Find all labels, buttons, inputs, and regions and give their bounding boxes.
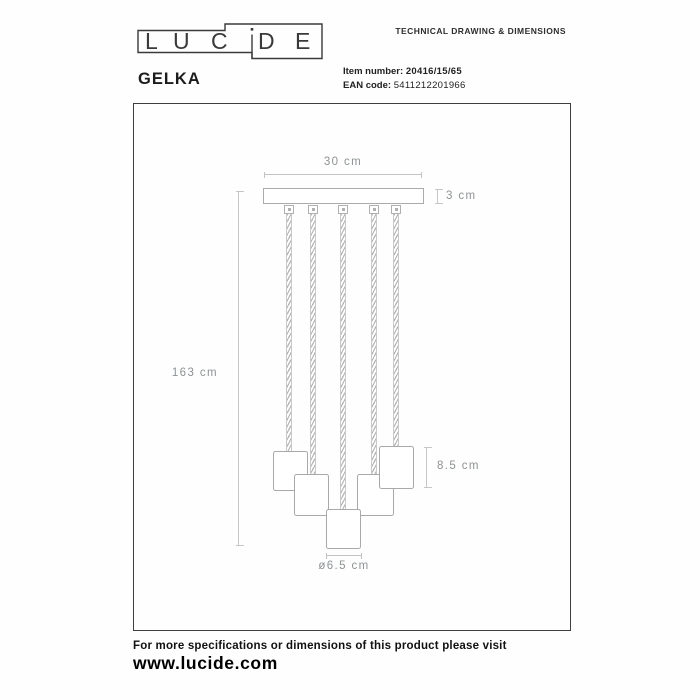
lamp-shade bbox=[379, 446, 414, 489]
plate-width-label: 30 cm bbox=[323, 156, 363, 168]
total-height-dim-line bbox=[238, 191, 239, 546]
logo-letter: C bbox=[211, 28, 228, 54]
site-url: www.lucide.com bbox=[133, 653, 278, 673]
footer-note: For more specifications or dimensions of this product please visit bbox=[133, 640, 507, 652]
item-number-value: 20416/15/65 bbox=[405, 66, 462, 77]
item-number-row bbox=[343, 65, 466, 79]
logo-letter: D bbox=[258, 28, 275, 54]
connector-pin-icon bbox=[288, 208, 291, 211]
ceiling-plate bbox=[263, 188, 424, 204]
plate-depth-label: 3 cm bbox=[446, 190, 477, 202]
connector-pin-icon bbox=[373, 208, 376, 211]
doc-type-label: TECHNICAL DRAWING & DIMENSIONS bbox=[395, 26, 566, 36]
shade-diameter-label: ø6.5 cm bbox=[318, 560, 370, 572]
shade-height-label: 8.5 cm bbox=[437, 460, 480, 472]
drawing-frame bbox=[133, 103, 571, 631]
logo-letter: U bbox=[173, 28, 190, 54]
shade-diameter-dim-line bbox=[326, 555, 362, 556]
lamp-shade bbox=[326, 509, 361, 549]
connector-pin-icon bbox=[312, 208, 315, 211]
suspension-cord bbox=[393, 214, 399, 446]
product-codes bbox=[343, 65, 466, 92]
ean-value: 5411212201966 bbox=[393, 79, 466, 91]
cord-connector bbox=[308, 205, 318, 214]
cord-connector bbox=[338, 205, 348, 214]
suspension-cord bbox=[340, 214, 346, 509]
suspension-cord bbox=[286, 214, 292, 451]
logo-letter: L bbox=[145, 28, 158, 54]
cord-connector bbox=[369, 205, 379, 214]
ean-label: EAN code: bbox=[343, 79, 392, 91]
logo-letter: E bbox=[295, 28, 311, 54]
connector-pin-icon bbox=[342, 208, 345, 211]
shade-height-dim-line bbox=[426, 447, 427, 488]
logo-letter-i-dot bbox=[251, 28, 254, 31]
plate-depth-dim-line bbox=[437, 189, 438, 204]
product-title: GELKA bbox=[138, 70, 201, 88]
item-number-label: Item number: bbox=[343, 66, 404, 77]
lucide-logo bbox=[137, 21, 323, 61]
plate-width-dim-line bbox=[264, 174, 422, 175]
suspension-cord bbox=[310, 214, 316, 474]
lamp-shade bbox=[294, 474, 329, 516]
ean-row bbox=[343, 79, 466, 93]
cord-connector bbox=[284, 205, 294, 214]
connector-pin-icon bbox=[395, 208, 398, 211]
total-height-label: 163 cm bbox=[171, 367, 218, 379]
cord-connector bbox=[391, 205, 401, 214]
suspension-cord bbox=[371, 214, 377, 474]
